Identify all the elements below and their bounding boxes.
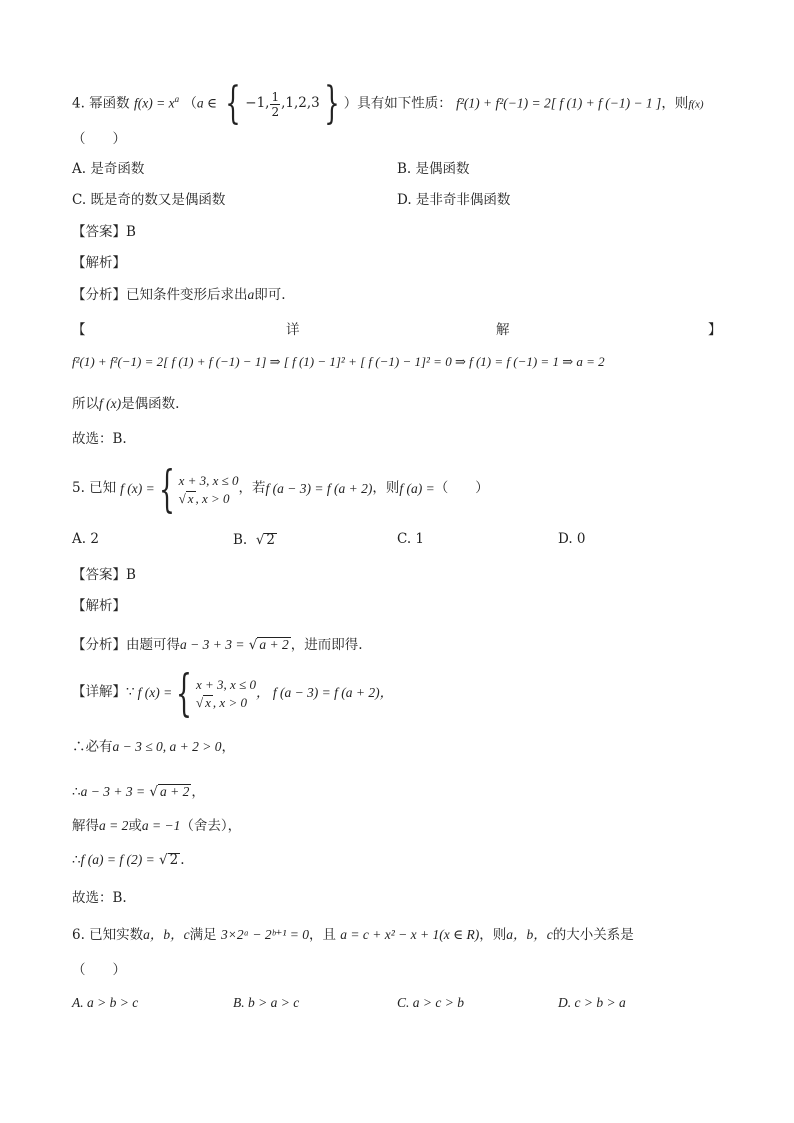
q5-analysis-header: 【解析】 <box>72 598 126 614</box>
q5-detail-equation: ， f (a − 3) = f (a + 2)， <box>255 685 394 701</box>
q4-answer: 【答案】B <box>72 224 136 240</box>
q4-blank: （ ） <box>72 131 126 147</box>
q5-step-3-math-2: a = −1 <box>141 818 181 833</box>
q5-case-1: x + 3, x ≤ 0 <box>178 472 239 488</box>
q5-step-3-or: 或 <box>128 818 142 834</box>
q5-option-b-label: B. <box>233 532 248 548</box>
q5-step-3-text: 解得 <box>72 818 99 834</box>
q5-step-4: ∴f (a) = f (2) = √ 2 . <box>72 852 185 868</box>
q5-detail-function: f (x) = <box>137 685 173 701</box>
therefore-symbol-icon: ∴ <box>72 784 81 800</box>
q5-step-3 <box>72 819 241 834</box>
q4-exponent: a <box>174 94 180 104</box>
q4-then: ，则 <box>661 95 689 112</box>
q4-detail-char-2: 解 <box>496 322 510 338</box>
q5-option-d: D. 0 <box>558 531 586 547</box>
q4-set <box>221 78 344 129</box>
q6-vars-2: a，b，c <box>506 927 553 942</box>
q5-step-2-radicand: a + 2 <box>159 784 190 799</box>
q6-blank: （ ） <box>72 962 126 978</box>
q5-then: ，则 <box>372 480 400 497</box>
q5-option-a: A. 2 <box>72 531 99 547</box>
q5-step-3-end: （舍去）， <box>180 818 242 834</box>
q4-option-a: A. 是奇函数 <box>72 161 145 177</box>
q4-option-d: D. 是非奇非偶函数 <box>397 192 511 208</box>
q4-conclusion-fx: f (x) <box>99 396 122 411</box>
q4-fx-tail: f(x) <box>688 98 704 111</box>
q6-option-d: D. c > b > a <box>558 995 626 1010</box>
q5-step-2-end: ， <box>191 784 205 800</box>
q5-analysis-radicand: a + 2 <box>259 637 289 652</box>
q5-case-2-rest: , x > 0 <box>195 490 230 506</box>
q5-option-b: B. √ 2 <box>233 532 276 548</box>
q4-detail-char-1: 详 <box>286 322 300 338</box>
q5-detail-case-2: √ x , x > 0 <box>196 694 247 710</box>
q5-detail-case-1: x + 3, x ≤ 0 <box>196 676 256 692</box>
q5-case-2-radicand: x <box>187 490 194 506</box>
q6-text-d: ，则 <box>479 927 507 943</box>
q4-function: f(x) = x <box>133 95 175 111</box>
q6-condition-2: a = c + x² − x + 1(x ∈ R) <box>340 927 480 942</box>
q6-text-e: 的大小关系是 <box>552 927 634 943</box>
q4-detail-bracket-left: 【 <box>72 322 86 338</box>
q6-text-b: 满足 <box>189 927 217 943</box>
q4-conclusion <box>72 397 179 412</box>
q4-frac-num: 1 <box>271 89 280 104</box>
q5-cond-text: ，若 <box>238 480 266 497</box>
q5-option-c: C. 1 <box>397 531 425 547</box>
because-symbol-icon: ∵ <box>126 684 135 701</box>
q5-detail-label: 【详解】 <box>72 684 126 701</box>
q4-set-membership: a ∈ <box>196 95 217 111</box>
q4-derivation: f²(1) + f²(−1) = 2[ f (1) + f (−1) − 1] ⇒ [ f (1) − 1]² + [ f (−1) − 1]² = 0 ⇒ f (1) = f (−1) = 1 ⇒ a = 2 <box>72 354 605 369</box>
q4-fraction <box>270 91 280 118</box>
q5-step-2: ∴a − 3 + 3 = √ a + 2 ， <box>72 784 205 800</box>
q5-detail-cases <box>196 678 256 709</box>
q6-label: 6. 已知实数 <box>72 927 144 943</box>
therefore-symbol-icon: ∴ <box>72 852 81 868</box>
q4-paren-close: ） <box>343 95 358 112</box>
q5-analysis-eq: a − 3 + 3 = <box>180 637 245 652</box>
q5-detail <box>72 664 394 722</box>
q4-property-text: 具有如下性质： <box>357 95 452 112</box>
left-brace-icon: { <box>225 78 241 129</box>
q6-vars: a，b，c <box>143 927 190 942</box>
q5-step-1 <box>72 740 235 755</box>
q5-function: f (x) = <box>120 481 155 497</box>
q4-equation: f²(1) + f²(−1) = 2[ f (1) + f (−1) − 1 ] <box>456 95 662 111</box>
q5-step-1-text: ∴必有 <box>72 739 113 755</box>
q6-stem <box>72 928 634 943</box>
q5-step-4-radicand: 2 <box>169 852 179 868</box>
q5-fa: f (a) = <box>399 481 435 497</box>
q6-text-c: ，且 <box>308 927 336 943</box>
q5-label: 5. 已知 <box>72 480 117 497</box>
q5-step-4-end: . <box>180 852 185 868</box>
q5-step-1-math: a − 3 ≤ 0, a + 2 > 0 <box>112 739 222 754</box>
q5-analysis: 【分析】由题可得a − 3 + 3 = √ a + 2 ，进而即得. <box>72 637 363 653</box>
q5-analysis-end: ，进而即得. <box>290 637 363 653</box>
q4-choice: 故选：B. <box>72 431 127 447</box>
q5-option-b-radicand: 2 <box>266 532 276 548</box>
q6-option-a: A. a > b > c <box>72 995 139 1010</box>
q4-analysis-header: 【解析】 <box>72 255 126 271</box>
q4-conclusion-text: 所以 <box>72 396 99 412</box>
right-brace-icon: } <box>324 78 340 129</box>
q5-analysis-text: 【分析】由题可得 <box>72 637 180 653</box>
q5-step-4-math: f (a) = f (2) = <box>80 852 155 867</box>
q5-answer: 【答案】B <box>72 567 136 583</box>
q4-analysis-text: 【分析】已知条件变形后求出 <box>72 287 248 303</box>
q4-set-left: −1, <box>245 95 270 112</box>
q5-choice: 故选：B. <box>72 890 127 906</box>
q4-analysis-end: 即可. <box>254 287 286 303</box>
q4-stem <box>72 78 704 129</box>
q6-condition: 3×2ᵃ − 2ᵇ⁺¹ = 0 <box>220 927 309 942</box>
q6-option-c: C. a > c > b <box>397 995 464 1010</box>
q6-option-b: B. b > a > c <box>233 995 300 1010</box>
q5-step-1-end: ， <box>221 739 235 755</box>
q4-detail-bracket-right: 】 <box>708 322 722 338</box>
q4-analysis-var: a <box>247 287 255 302</box>
q5-stem <box>72 460 489 518</box>
q4-conclusion-end: 是偶函数. <box>121 396 180 412</box>
q5-cases <box>179 474 239 505</box>
q4-analysis <box>72 288 286 303</box>
q5-step-2-math: a − 3 + 3 = <box>80 784 146 799</box>
q4-frac-den: 2 <box>271 104 280 119</box>
left-brace-icon: { <box>158 460 175 518</box>
q5-detail-case-2-rest: , x > 0 <box>212 694 247 710</box>
q5-detail-case-2-radicand: x <box>205 694 211 710</box>
q5-case-2: √ x , x > 0 <box>178 490 230 506</box>
q4-label: 4. 幂函数 <box>72 95 130 112</box>
q4-detail-header <box>72 318 722 338</box>
q4-option-c: C. 既是奇的数又是偶函数 <box>72 192 226 208</box>
q5-blank: （ ） <box>434 480 489 497</box>
q4-option-b: B. 是偶函数 <box>397 161 470 177</box>
q5-step-3-math-1: a = 2 <box>99 818 129 833</box>
left-brace-icon: { <box>176 664 193 722</box>
q5-equation: f (a − 3) = f (a + 2) <box>265 481 373 497</box>
q4-set-right: ,1,2,3 <box>281 95 320 112</box>
q4-paren-open: （ <box>183 95 197 112</box>
